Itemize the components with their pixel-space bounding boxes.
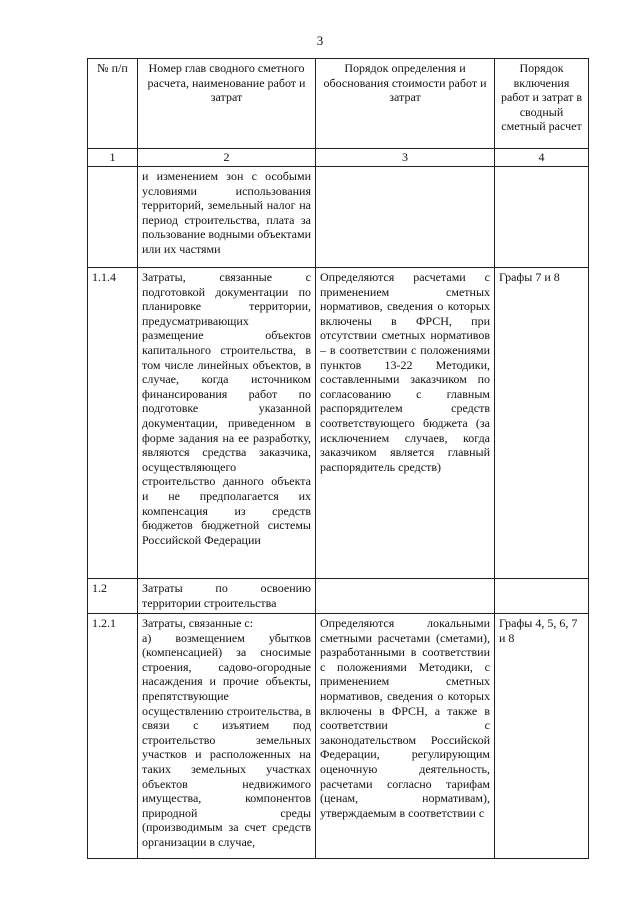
row-inclusion: Графы 4, 5, 6, 7 и 8 [495, 614, 589, 859]
row-number: 1.1.4 [88, 268, 138, 579]
table-header-row [88, 59, 589, 149]
row-number: 1.2.1 [88, 614, 138, 859]
row-inclusion [495, 579, 589, 614]
header-name: Номер глав сводного сметного расчета, наименование работ и затрат [138, 59, 316, 149]
column-number: 1 [88, 149, 138, 167]
row-inclusion [495, 167, 589, 268]
header-number: № п/п [88, 59, 138, 149]
column-number: 4 [495, 149, 589, 167]
row-name: и изменением зон с особыми условиями использования территорий, земельный налог на период строительства, плата за пользование водными объектами или их частями [138, 167, 316, 268]
column-number: 3 [316, 149, 495, 167]
row-method [316, 579, 495, 614]
cost-table [87, 58, 589, 859]
page-number: 3 [316, 33, 324, 48]
column-number-row [88, 149, 589, 167]
row-name-cell [138, 614, 316, 859]
table-row [88, 614, 589, 859]
column-number: 2 [138, 149, 316, 167]
row-inclusion: Графы 7 и 8 [495, 268, 589, 579]
row-name-intro: Затраты, связанные с: [142, 616, 254, 630]
table-row [88, 268, 589, 579]
row-name: Затраты, связанные с подготовкой документации по планировке территории, предусматривающих размещение объектов капитального строительства, в том числе линейных объектов, в случае, когда источником финансирования работ по подготовке указанной документации, приведенном в форме задания на ее разработку, являются средства заказчика, осуществляющего строительство данного объекта и не предполагается их компенсация из средств бюджетов бюджетной системы Российской Федерации [138, 268, 316, 579]
row-name: Затраты по освоению территории строительства [138, 579, 316, 614]
row-number [88, 167, 138, 268]
row-method: Определяются локальными сметными расчетами (сметами), разработанными в соответствии с положениями Методики, с применением сметных нормативов, сведения о которых включены в ФРСН, а также в соответствии с законодательством Российской Федерации, регулирующим оценочную деятельность, расчетами согласно тарифам (ценам, нормативам), утверждаемым в соответствии с [316, 614, 495, 859]
row-method [316, 167, 495, 268]
header-inclusion: Порядок включения работ и затрат в сводный сметный расчет [495, 59, 589, 149]
table-row [88, 167, 589, 268]
row-name: а) возмещением убытков (компенсацией) за сносимые строения, садово-огородные насаждения и прочие объекты, препятствующие осуществлению строительства, в связи с изъятием под строительство земельных участков и расположенных на таких земельных участках объектов недвижимого имущества, компонентов природной среды (производимым за счет средств организации в случае, [142, 630, 311, 849]
row-number: 1.2 [88, 579, 138, 614]
table-row [88, 579, 589, 614]
row-method: Определяются расчетами с применением сметных нормативов, сведения о которых включены в ФРСН, при отсутствии сметных нормативов – в соответствии с положениями пунктов 13-22 Методики, составленными заказчиком по согласованию с главным распорядителем средств соответствующего бюджета (за исключением случаев, когда заказчиком является главный распорядитель средств) [316, 268, 495, 579]
header-method: Порядок определения и обоснования стоимости работ и затрат [316, 59, 495, 149]
